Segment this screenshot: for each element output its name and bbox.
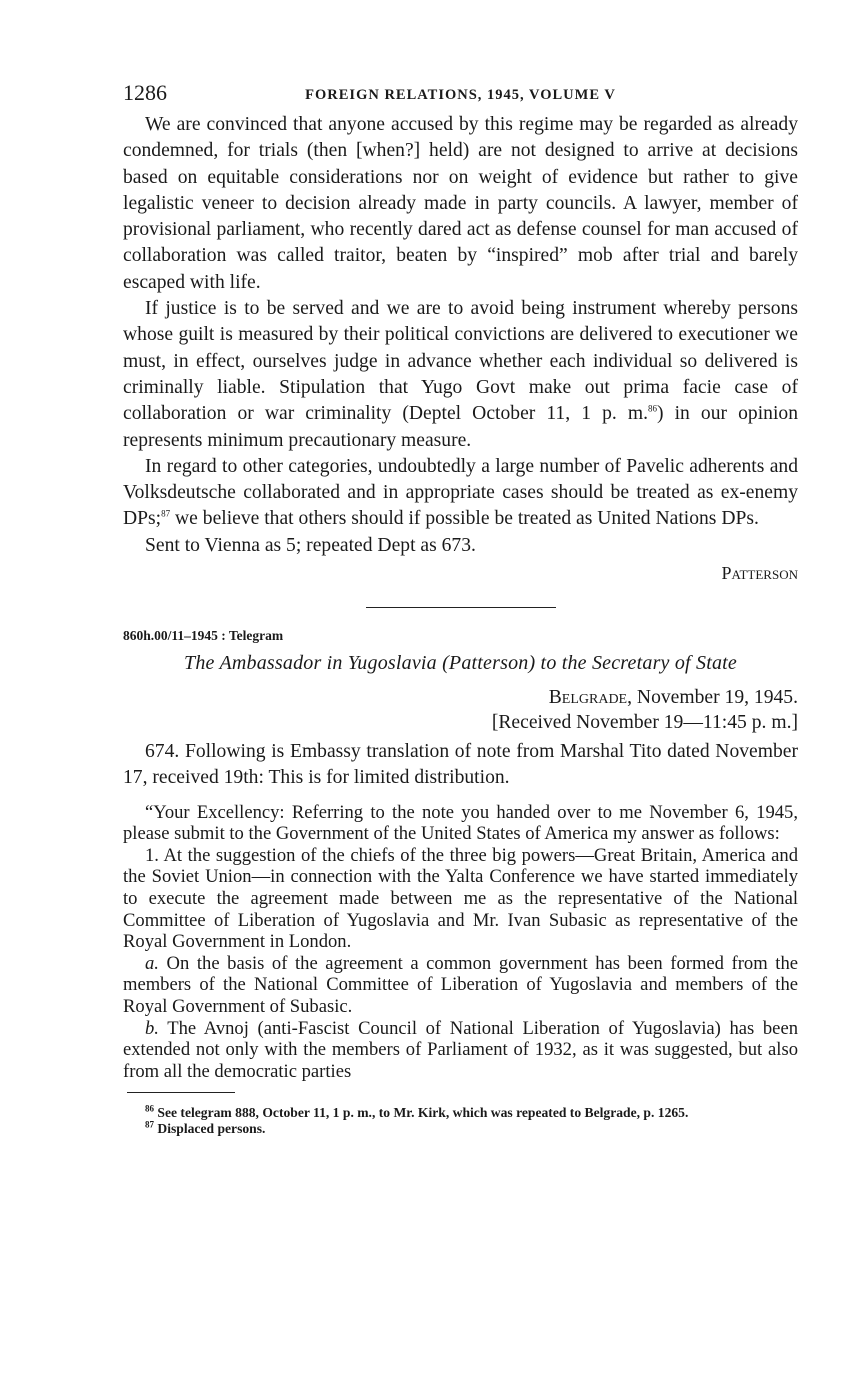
item-label: a. (145, 952, 159, 974)
paragraph (123, 296, 798, 454)
footnote-text: Displaced persons. (154, 1121, 266, 1137)
footnote-86 (123, 1105, 798, 1121)
section-divider (366, 607, 556, 608)
place-date (123, 685, 798, 710)
date: , November 19, 1945. (627, 687, 798, 709)
footnote-mark: 86 (145, 1103, 154, 1114)
city: Belgrade (548, 687, 628, 709)
note-text (123, 802, 798, 1083)
footnote-ref-86: 86 (648, 403, 657, 414)
continuation-text (123, 112, 798, 585)
running-head: FOREIGN RELATIONS, 1945, VOLUME V (305, 87, 616, 103)
paragraph: 674. Following is Embassy translation of note from Marshal Tito dated November 17, received 19th: This is for limited distribution. (123, 741, 798, 789)
paragraph-text: we believe that others should if possible be treated as United Nations DPs. (170, 508, 759, 530)
footnotes (123, 1105, 798, 1137)
document-file-id: 860h.00/11–1945 : Telegram (123, 628, 284, 644)
paragraph-text: On the basis of the agreement a common government has been formed from the members of the National Committee of Liberation of Yugoslavia and members of the Royal Government of Subasic. (123, 952, 798, 1017)
footnote-divider (127, 1092, 235, 1093)
footnote-87 (123, 1121, 798, 1137)
page-header (123, 78, 798, 112)
page-number: 1286 (123, 80, 167, 105)
footnote-mark: 87 (145, 1119, 154, 1130)
paragraph (123, 953, 798, 1018)
paragraph (123, 1018, 798, 1083)
document-page (123, 78, 798, 1137)
telegram-intro (123, 739, 798, 792)
paragraph-text: The Avnoj (anti-Fascist Council of National Liberation of Yugoslavia) has been extended not only with the members of Parliament of 1932, as it was suggested, but also from all the democratic parties (123, 1017, 798, 1082)
document-title: The Ambassador in Yugoslavia (Patterson) to the Secretary of State (184, 652, 737, 675)
item-label: b. (145, 1017, 159, 1039)
paragraph-text: In regard to other categories, undoubtedly a large number of Pavelic adherents and Volksdeutsche collaborated and in appropriate cases should be treated as ex-enemy DPs; (123, 455, 798, 530)
signature: Patterson (721, 563, 798, 584)
received-line: [Received November 19—11:45 p. m.] (491, 712, 798, 734)
paragraph: We are convinced that anyone accused by this regime may be regarded as already condemned, for trials (then [when?] held) are not designed to arrive at decisions based on equitable considerations nor on weight of evidence but rather to give legalistic veneer to decision already made in party councils. A lawyer, member of provisional parliament, who recently dared act as defense counsel for man accused of collaboration was called traitor, beaten by “inspired” mob after trial and barely escaped with life. (123, 114, 798, 293)
paragraph-text: If justice is to be served and we are to avoid being instrument whereby persons whose guilt is measured by their political convictions are delivered to executioner we must, in effect, ourselves judge in advance whether each individual so delivered is criminally liable. Stipulation that Yugo Govt make out prima facie case of collaboration or war criminality (Deptel October 11, 1 p. m. (123, 298, 798, 425)
dateline (123, 685, 798, 735)
paragraph: 1. At the suggestion of the chiefs of the three big powers—Great Britain, America and the Soviet Union—in connection with the Yalta Conference we have started immediately to execute the agreement made between me as the representative of the National Committee of Liberation of Yugoslavia and Mr. Ivan Subasic as representative of the Royal Government in London. (123, 844, 798, 953)
footnote-text: See telegram 888, October 11, 1 p. m., to Mr. Kirk, which was repeated to Belgrade, p. 1265. (154, 1105, 689, 1121)
paragraph: Sent to Vienna as 5; repeated Dept as 673. (145, 534, 476, 556)
paragraph: “Your Excellency: Referring to the note you handed over to me November 6, 1945, please submit to the Government of the United States of America my answer as follows: (123, 801, 798, 845)
paragraph-text: ) in our opinion represents minimum precautionary measure. (123, 403, 798, 451)
footnote-ref-87: 87 (161, 508, 171, 519)
paragraph (123, 454, 798, 533)
